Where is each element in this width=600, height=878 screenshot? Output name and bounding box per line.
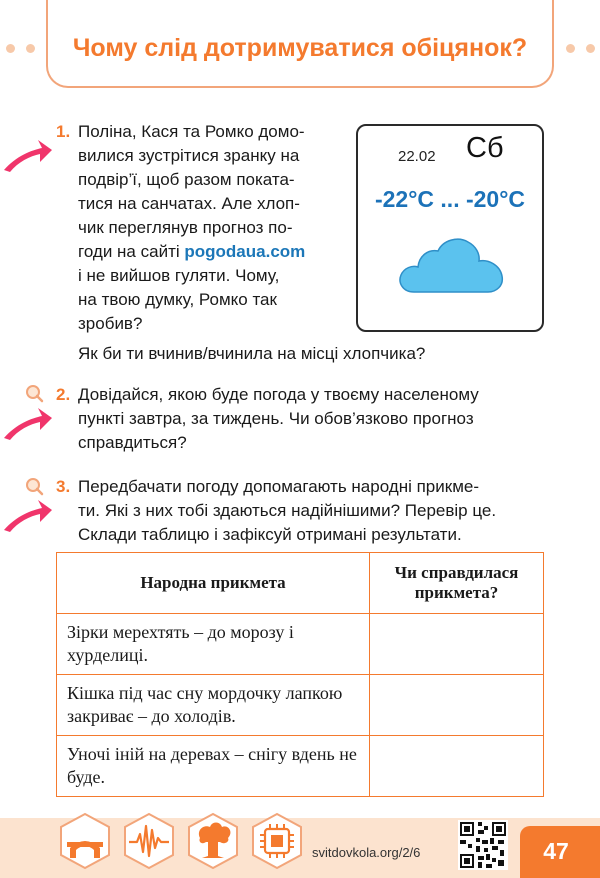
task-number: 3. (56, 477, 71, 496)
weather-site-link[interactable]: pogodaua.com (184, 242, 306, 261)
text-line: справдиться? (78, 433, 187, 452)
text-line: Поліна, Кася та Ромко домо- (78, 122, 305, 141)
explosion-icon (186, 812, 240, 870)
task1-text (78, 120, 336, 336)
text-line: тися на санчатах. Але хлоп- (78, 194, 300, 213)
text-line: пункті завтра, за тиждень. Чи обов’язково прогноз (78, 409, 474, 428)
text-line: Склади таблицю і зафіксуй отримані результати. (78, 525, 462, 544)
table-header-omen: Народна прикмета (57, 553, 370, 614)
decor-dot (26, 44, 35, 53)
omens-table (56, 552, 544, 797)
table-row (57, 675, 544, 736)
bridge-icon (58, 812, 112, 870)
decor-dot (6, 44, 15, 53)
table-cell-omen: Зірки мерехтять – до морозу і хурделиці. (57, 614, 370, 675)
weather-date: 22.02 (398, 148, 436, 165)
table-cell-omen: Кішка під час сну мордочку лапкою закриває – до холодів. (57, 675, 370, 736)
page-title: Чому слід дотримуватися обіцянок? (72, 34, 528, 62)
text-line: на твою думку, Ромко так (78, 290, 277, 309)
text-line: зробив? (78, 314, 143, 333)
footer-url[interactable]: svitdovkola.org/2/6 (312, 845, 421, 860)
text-line: ти. Які з них тобі здаються надійнішими? Перевір це. (78, 501, 497, 520)
table-cell-omen: Уночі іній на деревах – снігу вдень не буде. (57, 736, 370, 797)
decor-dot (566, 44, 575, 53)
table-cell-result[interactable] (370, 736, 544, 797)
magnifier-icon (24, 476, 44, 496)
table-header-row (57, 553, 544, 614)
pointer-arrow-icon (2, 404, 54, 442)
text-line: Довідайся, якою буде погода у твоєму населеному (78, 385, 479, 404)
text-line: подвір’ї, щоб разом поката- (78, 170, 295, 189)
cloud-icon (396, 234, 508, 296)
task1-question: Як би ти вчинив/вчинила на місці хлопчика? (78, 344, 426, 363)
text-line: Передбачати погоду допомагають народні прикме- (78, 477, 479, 496)
table-row (57, 614, 544, 675)
text-line: і не вийшов гуляти. Чому, (78, 266, 280, 285)
table-row (57, 736, 544, 797)
pointer-arrow-icon (2, 496, 54, 534)
task-number: 2. (56, 385, 71, 404)
table-header-result: Чи справдилася прикмета? (370, 553, 544, 614)
pointer-arrow-icon (2, 136, 54, 174)
table-cell-result[interactable] (370, 614, 544, 675)
task2-text (78, 383, 544, 455)
seismograph-icon (122, 812, 176, 870)
magnifier-icon (24, 383, 44, 403)
task3-text (78, 475, 544, 547)
text-line: чик переглянув прогноз по- (78, 218, 293, 237)
weather-day: Сб (466, 132, 504, 164)
qr-code-icon[interactable] (458, 820, 508, 870)
text-line (78, 240, 336, 264)
text-line: вилися зустрітися зранку на (78, 146, 300, 165)
text-line-part: годи на сайті (78, 242, 180, 261)
chip-icon (250, 812, 304, 870)
weather-temperature: -22°C ... -20°C (374, 186, 526, 212)
task-number: 1. (56, 122, 71, 141)
weather-card (356, 124, 544, 332)
page-number: 47 (543, 838, 569, 864)
table-cell-result[interactable] (370, 675, 544, 736)
decor-dot (586, 44, 595, 53)
